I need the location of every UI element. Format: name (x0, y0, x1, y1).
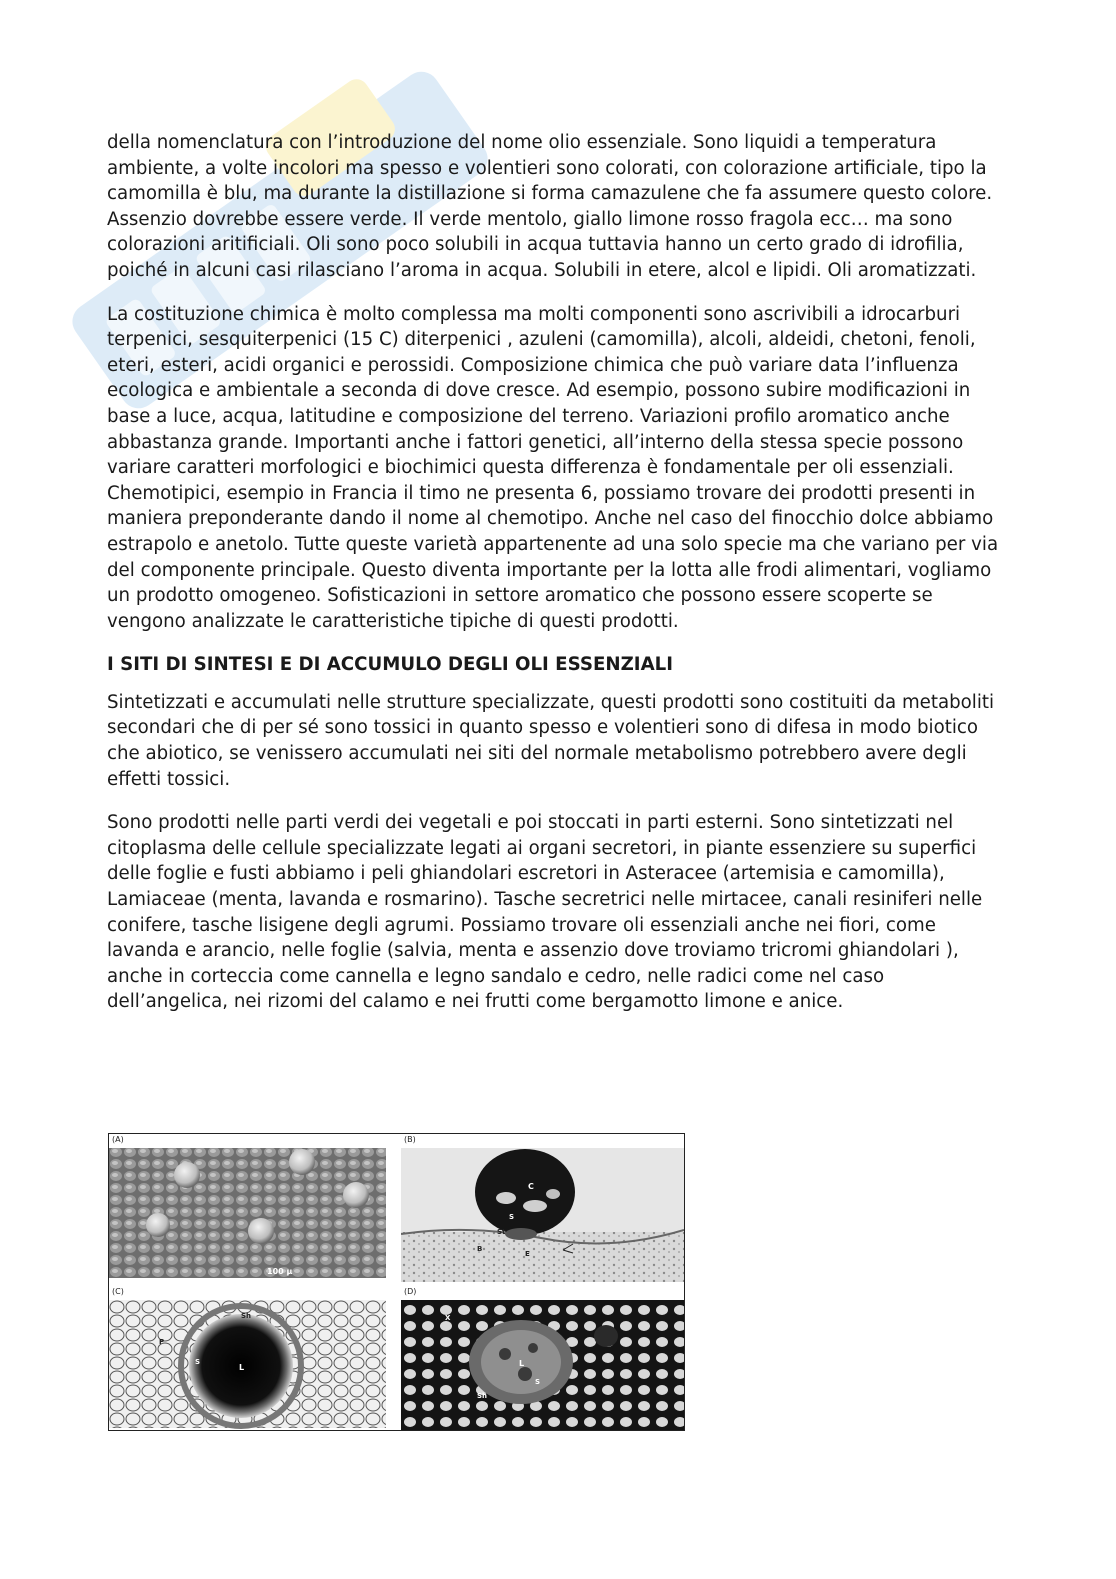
panel-c-mark-s: S (195, 1358, 201, 1366)
panel-d-image (401, 1286, 684, 1430)
panel-c (109, 1286, 396, 1430)
panel-a-label: (A) (112, 1135, 124, 1144)
panel-c-mark-sh: Sh (241, 1312, 252, 1320)
paragraph-1: della nomenclatura con l’introduzione del nome olio essenziale. Sono liquidi a temperatura ambiente, a volte incolori ma spesso e volentieri sono colorati, con colorazione artificiale, tipo la camomilla è blu, ma durante la distillazione si forma camazulene che fa assumere questo colore. Assenzio dovrebbe essere verde. Il verde mentolo, giallo limone rosso fragola ecc… ma sono colorazioni aritificiali. Oli sono poco solubili in acqua tuttavia hanno un certo grado di idrofilia, poiché in alcuni casi rilasciano l’aroma in acqua. Solubili in etere, alcol e lipidi. Oli aromatizzati. (107, 132, 993, 281)
panel-a (109, 1134, 396, 1282)
panel-b-mark-c: C (528, 1182, 534, 1191)
panel-b-mark-st: St (497, 1228, 506, 1236)
panel-d-mark-x: X (445, 1314, 451, 1322)
panel-b-label: (B) (404, 1135, 416, 1144)
panel-d-label: (D) (404, 1287, 417, 1296)
paragraph-4: Sono prodotti nelle parti verdi dei vegetali e poi stoccati in parti esterni. Sono sintetizzati nel citoplasma delle cellule specializzate legati ai organi secretori, in piante essenziere su superfici delle foglie e fusti abbiamo i peli ghiandolari escretori in Asteracee (artemisia e camomilla), Lamiaceae (menta, lavanda e rosmarino). Tasche secretrici nelle mirtacee, canali resiniferi nelle conifere, tasche lisigene degli agrumi. Possiamo trovare oli essenziali anche nei fiori, come lavanda e arancio, nelle foglie (salvia, menta e assenzio dove troviamo tricromi ghiandolari ), anche in corteccia come cannella e legno sandalo e cedro, nelle radici come nel caso dell’angelica, nei rizomi del calamo e nei frutti come bergamotto limone e anice. (107, 812, 983, 1013)
panel-c-mark-l: L (239, 1363, 245, 1372)
panel-c-mark-p: P (159, 1338, 165, 1346)
panel-b-image (401, 1134, 684, 1282)
panel-c-label: (C) (112, 1287, 124, 1296)
panel-d-mark-l: L (519, 1359, 525, 1368)
panel-d-mark-sh: Sh (477, 1392, 488, 1400)
section-heading: I SITI DI SINTESI E DI ACCUMULO DEGLI OLI ESSENZIALI (107, 654, 673, 676)
paragraph-2: La costituzione chimica è molto complessa ma molti componenti sono ascrivibili a idrocarburi terpenici, sesquiterpenici (15 C) diterpenici , azuleni (camomilla), alcoli, aldeidi, chetoni, fenoli, eteri, esteri, acidi organici e perossidi. Composizione chimica che può variare data l’influenza ecologica e ambientale a seconda di dove cresce. Ad esempio, possono subire modificazioni in base a luce, acqua, latitudine e composizione del terreno. Variazioni profilo aromatico anche abbastanza grande. Importanti anche i fattori genetici, all’interno della stessa specie possono variare caratteri morfologici e biochimici questa differenza è fondamentale per oli essenziali. Chemotipici, esempio in Francia il timo ne presenta 6, possiamo trovare dei prodotti presenti in maniera preponderante dando il nome al chemotipo. Anche nel caso del finocchio dolce abbiamo estrapolo e anetolo. Tutte queste varietà appartenente ad una solo specie ma che variano per via del componente principale. Questo diventa importante per la lotta alle frodi alimentari, vogliamo un prodotto omogeneo. Sofisticazioni in settore aromatico che possono essere scoperte se vengono analizzate le caratteristiche tipiche di questi prodotti. (107, 303, 999, 632)
panel-b-mark-s: S (509, 1213, 515, 1221)
panel-c-image (109, 1286, 396, 1430)
panel-b-mark-b: B (477, 1245, 483, 1253)
panel-a-scale: 100 µ (267, 1267, 293, 1276)
micrograph-figure (108, 1133, 685, 1431)
panel-a-image (109, 1134, 396, 1282)
document-body (107, 130, 1007, 1033)
panel-d-mark-s: S (535, 1378, 541, 1386)
panel-d (401, 1286, 684, 1430)
panel-b-mark-e: E (525, 1250, 530, 1258)
panel-b (401, 1134, 684, 1282)
paragraph-3: Sintetizzati e accumulati nelle strutture specializzate, questi prodotti sono costituiti da metaboliti secondari che di per sé sono tossici in quanto spesso e volentieri sono di difesa in modo biotico che abiotico, se venissero accumulati nei siti del normale metabolismo potrebbero avere degli effetti tossici. (107, 691, 995, 790)
